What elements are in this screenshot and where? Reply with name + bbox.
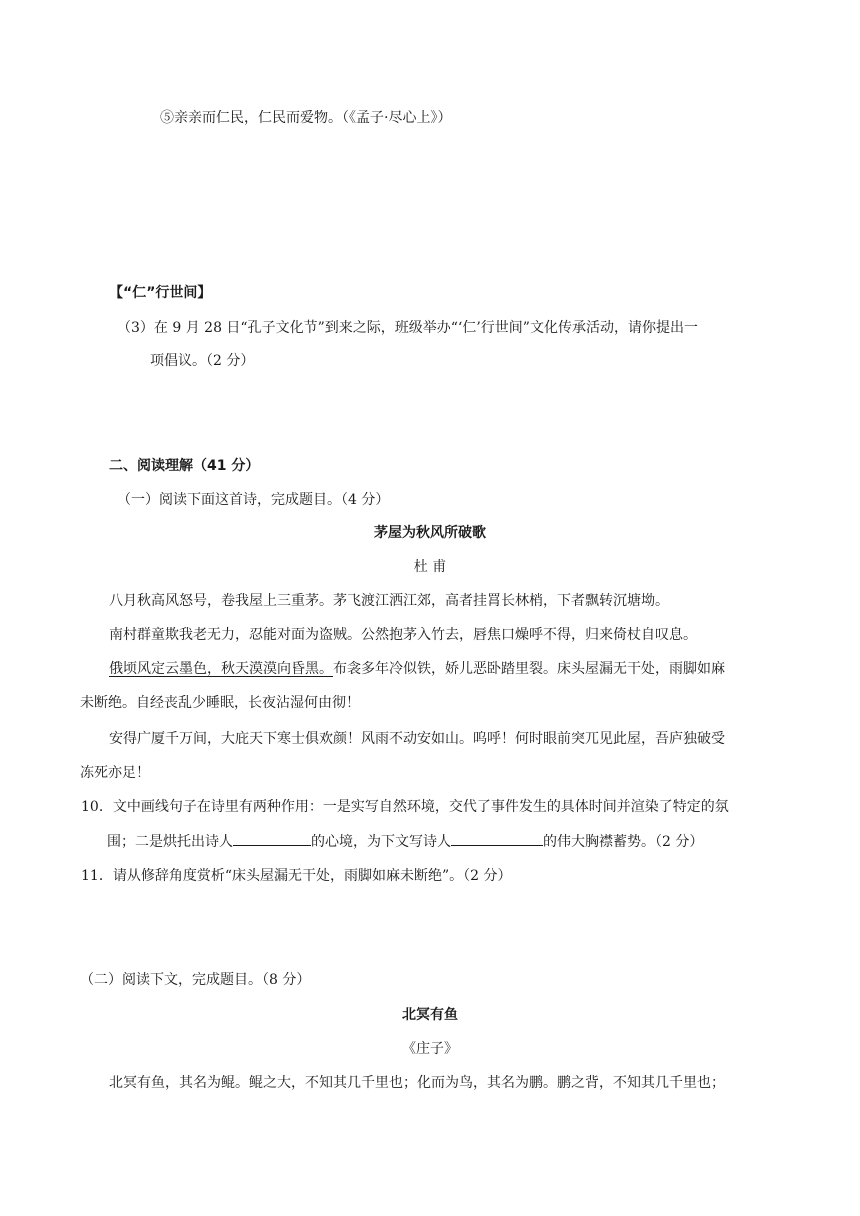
question-10-line-1: 10．文中画线句子在诗里有两种作用：一是实写自然环境，交代了事件发生的具体时间并渲染了特定的氛 (81, 799, 729, 815)
ren-section-heading: 【“仁”行世间】 (109, 285, 212, 301)
poem-paragraph-1: 八月秋高风怒号，卷我屋上三重茅。茅飞渡江洒江郊，高者挂罥长林梢，下者飘转沉塘坳。 (109, 593, 669, 609)
text-source: 《庄子》 (402, 1041, 458, 1057)
text-title: 北冥有鱼 (402, 1007, 458, 1023)
question-3-line-1: （3）在 9 月 28 日“孔子文化节”到来之际，班级举办“‘仁’行世间”文化传承活动，请你提出一 (117, 320, 698, 336)
poem-title: 茅屋为秋风所破歌 (374, 525, 486, 541)
poem-paragraph-4-line-2: 冻死亦足！ (80, 765, 150, 781)
text-paragraph-1: 北冥有鱼，其名为鲲。鲲之大，不知其几千里也；化而为鸟，其名为鹏。鹏之背，不知其几千里也； (109, 1075, 725, 1091)
poem-paragraph-2: 南村群童欺我老无力，忍能对面为盗贼。公然抱茅入竹去，唇焦口燥呼不得，归来倚杖自叹息。 (109, 627, 697, 643)
part-2-intro: （二）阅读下文，完成题目。（8 分） (80, 972, 311, 988)
answer-blank-2[interactable] (451, 831, 543, 846)
question-11: 11．请从修辞角度赏析“床头屋漏无干处，雨脚如麻未断绝”。（2 分） (81, 868, 512, 884)
poem-paragraph-3-line-1 (109, 659, 725, 679)
question-10-part-c: 的伟大胸襟蓄势。（2 分） (543, 834, 704, 850)
item-5: ⑤亲亲而仁民，仁民而爱物。（《孟子·尽心上》） (160, 110, 452, 126)
question-10-part-b: 的心境，为下文写诗人 (311, 834, 451, 850)
poem-paragraph-3-line-2: 未断绝。自经丧乱少睡眠，长夜沾湿何由彻！ (80, 695, 360, 711)
part-1-intro: （一）阅读下面这首诗，完成题目。（4 分） (117, 492, 390, 508)
underlined-sentence: 俄顷风定云墨色，秋天漠漠向昏黑。 (109, 661, 333, 677)
poem-paragraph-3-rest: 布衾多年冷似铁，娇儿恶卧踏里裂。床头屋漏无干处，雨脚如麻 (333, 661, 725, 677)
poem-paragraph-4-line-1: 安得广厦千万间，大庇天下寒士俱欢颜！风雨不动安如山。呜呼！何时眼前突兀见此屋，吾庐独破受 (109, 731, 725, 747)
question-10-part-a: 围；二是烘托出诗人 (107, 834, 233, 850)
question-3-line-2: 项倡议。（2 分） (150, 353, 255, 369)
question-10-line-2 (107, 831, 703, 852)
reading-section-heading: 二、阅读理解（41 分） (109, 458, 260, 474)
poem-author: 杜 甫 (413, 559, 447, 575)
answer-blank-1[interactable] (233, 831, 311, 846)
